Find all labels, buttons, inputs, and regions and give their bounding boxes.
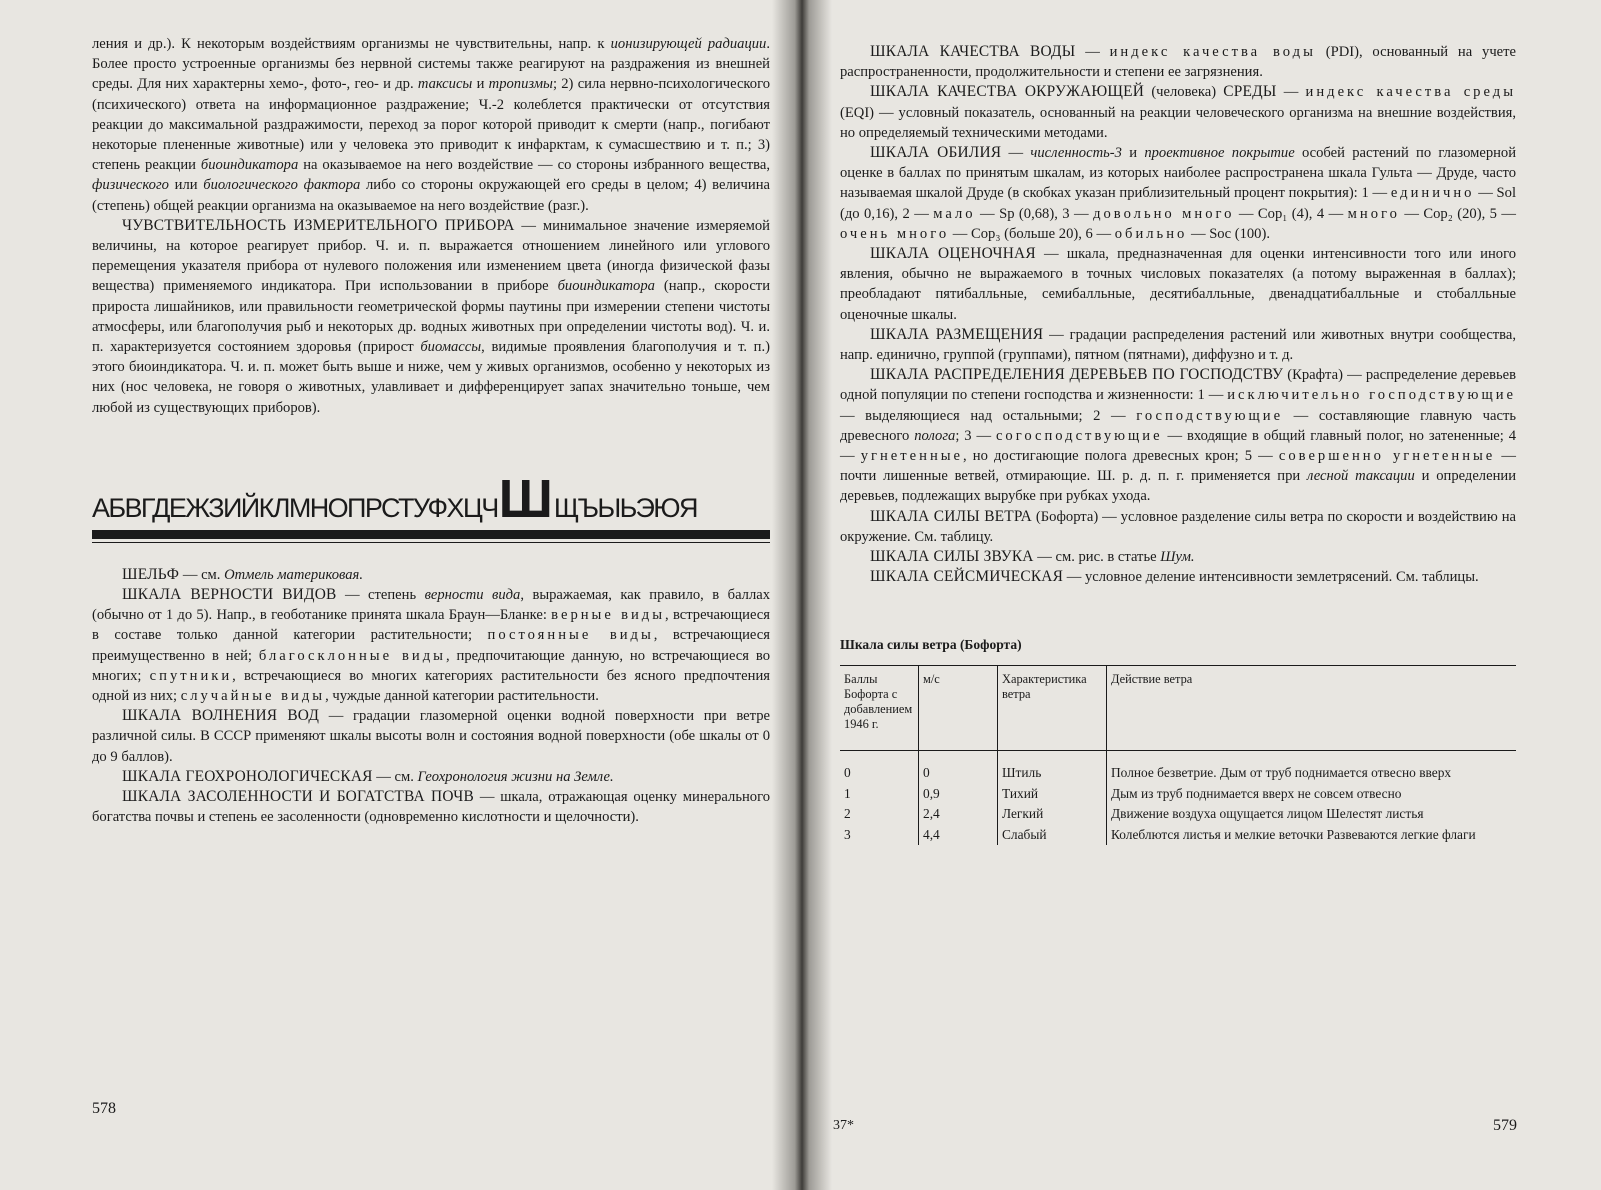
cell-beaufort-points: 2 [844,806,851,822]
entry-text: и [1121,145,1145,162]
entry-cross-reference: ионизирующей радиации [610,36,767,52]
alphabet-letters-after: ЩЪЫЬЭЮЯ [553,492,697,523]
entry-text: ; 2) сила нервно-психологического (психического) ответа на информационное раздражение; Ч.-2 колеблется практически от отсутствия реакции до максимальной раздражимости, переход за порог которой приводит к смерти (напр., погибают некоторые плененные животные) или у человека это приводит к инфарктам, к сумасшествию и т. п.; 3) степень реакции [92,76,770,174]
entry-text: — выделяющиеся над остальными; 2 — [840,407,1137,424]
right-page-articles [840,42,1516,587]
cell-wind-characteristic: Штиль [998,751,1107,784]
entry-text: или [168,177,204,194]
entry-spaced-term: случайные виды [180,688,326,705]
dictionary-entry [92,767,770,787]
entry-cross-reference: биоиндикатора [200,157,299,174]
entry-cross-reference: лесной таксации [1307,468,1415,485]
entry-spaced-term: мало [933,205,976,222]
entry-text: . Более просто устроенные организмы без нервной системы также реагируют на раздражения из внешней среды. Для них характерны хемо-, фото-, гео- и др. [92,36,770,93]
entry-headword: ШКАЛА КАЧЕСТВА ОКРУЖАЮЩЕЙ [870,83,1145,101]
cell-beaufort-points: 1 [844,785,851,801]
entry-text: (напр., скорости прироста лишайников, или правильности геометрической формы паутины при измерении степени чистоты атмосферы, или благополучия рыб и некоторых др. водных животных при определении чистоты вод). Ч. и. п. характеризуется состоянием здоровья (прирост [92,278,770,356]
entry-headword: ШКАЛА РАЗМЕЩЕНИЯ [870,325,1044,343]
entry-spaced-term: совершенно угнетенные [1278,448,1496,465]
entry-cross-reference: биологического фактора [203,177,361,194]
left-page-articles-bottom [92,565,770,828]
entry-text: — Cop₂ (20), 5 — [1399,205,1516,222]
entry-text: — Cop₁ (4), 4 — [1234,205,1348,222]
entry-headword: ШКАЛА СЕЙСМИЧЕСКАЯ [870,568,1064,586]
dictionary-entry [840,507,1516,547]
entry-spaced-term: обильно [1114,225,1188,242]
table-row [840,825,1516,846]
entry-text: — степень [336,587,425,604]
entry-text: — условное деление интенсивности землетрясений. См. таблицы. [1063,569,1479,586]
dictionary-entry [840,567,1516,587]
right-page [800,0,1601,1190]
entry-text: — входящие в общий главный полог, но затененные; 4 — [840,427,1516,465]
cell-wind-effect: Колеблются листья и мелкие веточки Развеваются легкие флаги [1107,825,1517,846]
dictionary-entry [92,585,770,706]
entry-text: — градации глазомерной оценки водной поверхности при ветре различной силы. В СССР применяют шкалы высоты волн и состояния водной поверхности (обе шкалы от 0 до 9 баллов). [92,708,770,765]
left-page [0,0,800,1190]
entry-headword: ШКАЛА КАЧЕСТВА ВОДЫ [870,43,1076,60]
entry-spaced-term: довольно много [1093,205,1235,222]
entry-text: (PDI), основанный на учете распространенности, продолжительности и степени ее загрязнения. [840,44,1516,81]
entry-headword: ШКАЛА ВОЛНЕНИЯ ВОД [122,707,320,725]
entry-text: — шкала, предназначенная для оценки интенсивности того или иного явления, обычно не выражаемого в точных числовых показателях (а потому выраженная в баллах); преобладают пятибалльные, семибалльные, десятибалльные, двенадцатибалльные и стобалльные оценочные шкалы. [840,246,1517,323]
entry-headword: ШКАЛА ОЦЕНОЧНАЯ [870,245,1036,263]
entry-text: на оказываемое на него воздействие — со стороны избранного вещества, [298,157,770,174]
entry-spaced-term: благосклонные виды [258,647,446,664]
section-rule-thin [92,542,770,543]
table-caption: Шкала силы ветра (Бофорта) [840,637,1022,653]
section-rule-thick [92,530,770,539]
entry-text: — Sp (0,68), 3 — [975,205,1094,222]
entry-text: — [1075,44,1110,60]
alphabet-letters-before: АБВГДЕЖЗИЙКЛМНОПРСТУФХЦЧ [92,492,498,523]
entry-text: (Крафта) — распределение деревьев одной популяции по степени господства и жизненности: 1 — [840,367,1517,404]
entry-text: — [1276,84,1306,101]
beaufort-table [840,665,1516,845]
dictionary-entry [92,706,770,767]
entry-spaced-term: согосподствующие [995,427,1163,444]
cell-wind-characteristic: Тихий [998,784,1107,805]
entry-text: (человека) [1144,84,1224,101]
entry-spaced-term: индекс качества воды [1109,44,1316,60]
alphabet-header [92,468,770,529]
entry-text: — Cop₃ (больше 20), 6 — [949,225,1115,242]
cell-wind-characteristic: Слабый [998,825,1107,846]
entry-cross-reference: тропизмы [488,76,553,93]
table-row [840,784,1516,805]
entry-headword: ШКАЛА ОБИЛИЯ [870,144,1002,162]
cell-wind-effect: Полное безветрие. Дым от труб поднимается отвесно вверх [1107,751,1517,784]
cell-speed: 0,9 [919,784,998,805]
table-body [840,751,1516,846]
left-page-number: 578 [92,1100,116,1117]
entry-text: , встречающиеся в составе только данной категории растительности; [92,607,770,644]
entry-text: , предпочитающие данную, но встречающиеся во многих; [92,647,771,684]
entry-headword: ШКАЛА ВЕРНОСТИ ВИДОВ [122,586,337,604]
entry-spaced-term: угнетенные [860,448,964,465]
cell-speed: 0 [919,751,998,784]
entry-spaced-term: много [1347,205,1400,222]
cell-speed: 2,4 [919,804,998,825]
dictionary-entry [92,216,770,418]
right-page-number: 579 [1493,1117,1517,1134]
dictionary-entry [92,34,770,216]
table-row [840,804,1516,825]
entry-cross-reference: биомассы [420,339,482,356]
entry-headword: ШКАЛА ЗАСОЛЕННОСТИ И БОГАТСТВА ПОЧВ [122,788,474,806]
entry-text: (Бофорта) — условное разделение силы ветра по скорости и воздействию на окружение. См. таблицу. [840,508,1516,545]
dictionary-entry [840,244,1516,325]
entry-cross-reference: полога [914,427,956,444]
entry-text: (EQI) — условный показатель, основанный на реакции человеческого организма на внешние воздействия, но определяемый техническими методами. [840,104,1516,141]
entry-headword: ШЕЛЬФ [122,565,180,583]
entry-text: — Soc (100). [1187,225,1270,242]
entry-cross-reference: физического [92,177,169,194]
entry-text: — градации распределения растений или животных внутри сообщества, напр. единично, группой (группами), пятном (пятнами), диффузно и т. д. [840,326,1517,364]
entry-text: ; 3 — [955,427,996,444]
entry-cross-reference: Геохронология жизни на Земле. [417,768,614,785]
cell-wind-effect: Дым из труб поднимается вверх не совсем отвесно [1107,784,1517,805]
entry-text: — Sol (до 0,16), 2 — [840,185,1517,222]
entry-text: , выражаемая, как правило, в баллах (обычно от 1 до 5). Напр., в геоботанике принята шкала Браун—Бланке: [92,587,771,624]
entry-headword: ШКАЛА РАСПРЕДЕЛЕНИЯ ДЕРЕВЬЕВ ПО ГОСПОДСТВУ [870,366,1284,384]
cell-beaufort-points: 0 [844,765,851,781]
cell-wind-characteristic: Легкий [998,804,1107,825]
dictionary-entry [840,325,1516,365]
dictionary-entry [92,565,770,585]
entry-text: ления и др.). К некоторым воздействиям организмы не чувствительны, напр. к [92,36,611,52]
entry-headword: ШКАЛА ГЕОХРОНОЛОГИЧЕСКАЯ [122,767,373,785]
left-page-articles-top [92,34,770,418]
entry-headword: СРЕДЫ [1223,83,1277,101]
entry-text: , встречающиеся преимущественно в ней; [92,627,770,664]
entry-headword: ШКАЛА СИЛЫ ВЕТРА [870,507,1032,525]
entry-text: , видимые проявления благополучия и т. п.) этого биоиндикатора. Ч. и. п. может быть выше и ниже, чем у живых организмов, особенно у некоторых из них (нос человека, не говоря о животных, улавливает и дифференцирует запах значительно тоньше, чем любой из существующих приборов). [92,339,771,416]
entry-text: — почти лишенные ветвей, отмирающие. Ш. р. д. п. г. применяется при [840,448,1516,485]
cell-speed: 4,4 [919,825,998,846]
entry-text: особей растений по глазомерной оценке в баллах по принятым шкалам, из которых наиболее распространена шкала Гульта — Друде, часто называемая шкалой Друде (в скобках указан приблизительный процент покрытия): 1 — [840,145,1517,202]
entry-cross-reference: биоиндикатора [557,278,655,295]
printer-signature-mark: 37* [833,1118,854,1133]
header-beaufort-points: Баллы Бофорта с добавлением 1946 г. [840,666,919,751]
entry-spaced-term: господствующие [1136,407,1284,424]
entry-text: , но достигающие полога древесных крон; 5 — [963,448,1279,465]
entry-text: — [1001,145,1031,162]
entry-cross-reference: численность-3 [1030,145,1122,162]
header-wind-characteristic: Характеристика ветра [998,666,1107,751]
entry-cross-reference: Шум. [1160,549,1195,566]
table-header-row [840,666,1516,751]
dictionary-entry [840,547,1516,567]
entry-cross-reference: таксисы [417,76,473,93]
entry-text: , встречающиеся во многих категориях растительности без ясного предпочтения одной из них; [92,667,770,705]
entry-cross-reference: Отмель материковая. [224,566,363,583]
header-wind-effect: Действие ветра [1107,666,1517,751]
entry-text: либо со стороны окружающей его среды в целом; 4) величина (степень) общей реакции организма на оказываемое на него воздействие (разг.). [92,177,770,214]
table-row [840,751,1516,784]
entry-spaced-term: исключительно господствующие [1227,387,1516,404]
entry-text: , чуждые данной категории растительности. [325,688,599,705]
entry-headword: ЧУВСТВИТЕЛЬНОСТЬ ИЗМЕРИТЕЛЬНОГО ПРИБОРА [122,216,515,234]
entry-text: — составляющие главную часть древесного [840,407,1516,444]
book-gutter-shadow [772,0,832,1190]
entry-text: — см. [179,566,225,583]
entry-spaced-term: очень много [840,225,950,242]
header-speed: м/с [919,666,998,751]
entry-text: — минимальное значение измеряемой величины, на которое реагирует прибор. Ч. и. п. выражается отношением линейного или углового перемещения указателя прибора от нулевого положения или изменением цвета (иногда физической фазы вещества) применяемого индикатора. При использовании в приборе [92,217,770,295]
entry-spaced-term: индекс качества среды [1305,84,1516,101]
entry-text: — шкала, отражающая оценку минерального богатства почвы и степень ее засоленности (одновременно кислотности и щелочности). [92,789,770,826]
entry-spaced-term: верные виды [551,607,666,624]
dictionary-entry [840,143,1516,244]
entry-spaced-term: спутники [149,667,233,684]
dictionary-entry [840,42,1516,82]
dictionary-entry [840,82,1516,143]
dictionary-entry [92,787,770,827]
entry-text: — см. рис. в статье [1033,549,1161,566]
entry-text: и [472,76,489,93]
alphabet-current-letter: Ш [498,468,553,529]
entry-cross-reference: проективное покрытие [1144,145,1295,162]
cell-beaufort-points: 3 [844,826,851,842]
cell-wind-effect: Движение воздуха ощущается лицом Шелестят листья [1107,804,1517,825]
dictionary-entry [840,365,1516,506]
entry-text: — см. [372,768,418,785]
entry-headword: ШКАЛА СИЛЫ ЗВУКА [870,548,1034,566]
entry-text: и определении деревьев, подлежащих вырубке при рубках ухода. [840,468,1517,505]
entry-spaced-term: постоянные виды [487,627,654,644]
entry-spaced-term: единично [1390,185,1475,202]
entry-cross-reference: верности вида [424,587,521,604]
